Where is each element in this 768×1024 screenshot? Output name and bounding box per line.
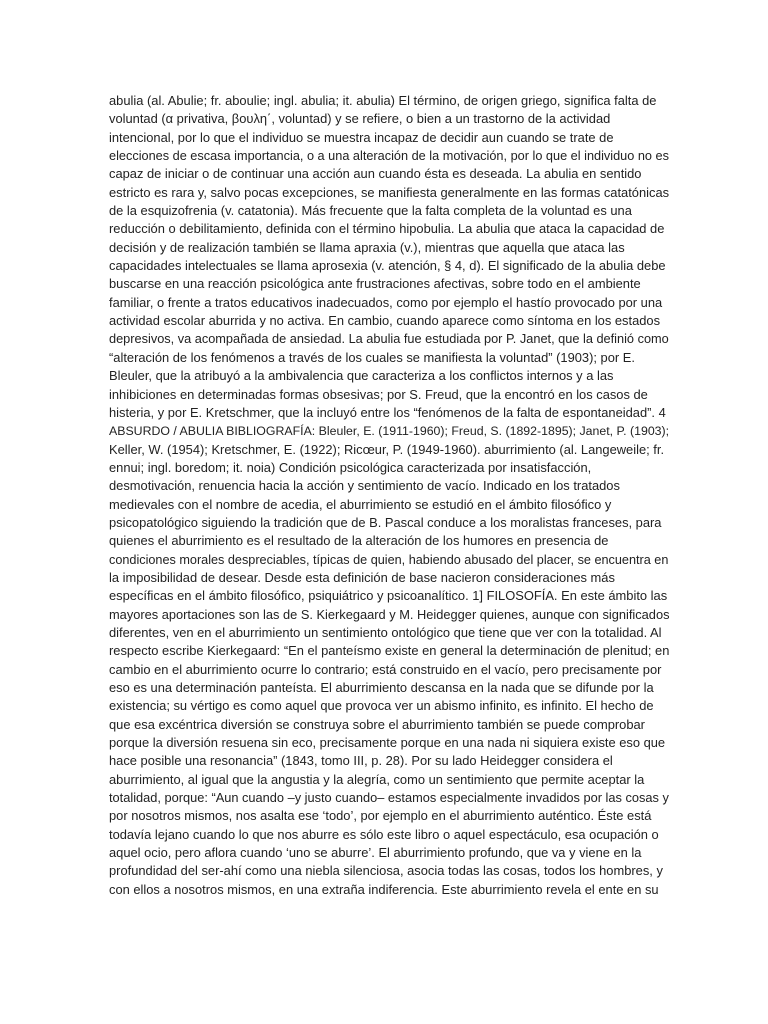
text-line: actividad escolar aburrida y no activa. En cambio, cuando aparece como síntoma en los estados bbox=[109, 313, 661, 329]
text-line: familiar, o frente a tratos educativos inadecuados, como por ejemplo el hastío provocado por una bbox=[109, 294, 663, 310]
text-line: depresivos, va acompañada de ansiedad. La abulia fue estudiada por P. Janet, que la definió como bbox=[109, 331, 669, 347]
text-line: de la esquizofrenia (v. catatonia). Más frecuente que la falta completa de la voluntad es una bbox=[109, 203, 632, 219]
text-line: psicopatológico siguiendo la tradición que de B. Pascal conduce a los moralistas franceses, para bbox=[109, 514, 662, 530]
text-line: ABSURDO / ABULIA BIBLIOGRAFÍA: Bleuler, E. (1911-1960); Freud, S. (1892-1895); Janet, P. (1903); bbox=[109, 424, 669, 439]
text-line: elecciones de escasa importancia, o a una alteración de la motivación, por lo que el individuo no es bbox=[109, 148, 669, 164]
text-line: buscarse en una reacción psicológica ante frustraciones afectivas, sobre todo en el ambiente bbox=[109, 276, 641, 292]
text-line: respecto escribe Kierkegaard: “En el panteísmo existe en general la determinación de plenitud; en bbox=[109, 643, 669, 659]
text-line: Bleuler, que la atribuyó a la ambivalencia que caracteriza a los conflictos internos y a las bbox=[109, 368, 614, 384]
text-line: ennui; ingl. boredom; it. noia) Condición psicológica caracterizada por insatisfacción, bbox=[109, 459, 592, 475]
text-line: que esa excéntrica diversión se construya sobre el aburrimiento también se puede comprobar bbox=[109, 716, 645, 732]
text-line: abulia (al. Abulie; fr. aboulie; ingl. abulia; it. abulia) El término, de origen griego, significa falta de bbox=[109, 93, 657, 108]
text-line: hace posible una resonancia” (1843, tomo III, p. 28). Por su lado Heidegger considera el bbox=[109, 753, 613, 769]
text-line: todavía lejano cuando lo que nos aburre es sólo este libro o aquel espectáculo, esa ocupación o bbox=[109, 826, 659, 842]
text-line: medievales con el nombre de acedia, el aburrimiento se estudió en el ámbito filosófico y bbox=[109, 496, 612, 512]
text-line: existencia; su vértigo es como aquel que provoca ver un abismo infinito, es infinito. El hecho de bbox=[109, 698, 654, 714]
text-line: por nosotros mismos, nos asalta ese ‘todo’, por ejemplo en el aburrimiento auténtico. Éste está bbox=[109, 808, 652, 824]
text-line: quienes el aburrimiento es el resultado de la alteración de los humores en presencia de bbox=[109, 533, 609, 549]
text-line: inhibiciones en determinadas formas obsesivas; por S. Freud, que la encontró en los casos de bbox=[109, 386, 648, 402]
text-line: profundidad del ser-ahí como una niebla silenciosa, asocia todas las cosas, todos los hombres, y bbox=[109, 863, 663, 879]
text-line: histeria, y por E. Kretschmer, que la incluyó entre los “fenómenos de la falta de espontaneidad”. 4 bbox=[109, 404, 666, 420]
body-text bbox=[109, 92, 669, 899]
text-line: condiciones morales despreciables, típicas de quien, habiendo abusado del placer, se encuentra en bbox=[109, 552, 669, 567]
text-line: la imposibilidad de desear. Desde esta definición de base nacieron consideraciones más bbox=[109, 569, 615, 585]
text-line: “alteración de los fenómenos a través de los cuales se manifiesta la voluntad” (1903); por E. bbox=[109, 349, 635, 365]
text-line: diferentes, ven en el aburrimiento un sentimiento ontológico que tiene que ver con la totalidad. Al bbox=[109, 624, 662, 640]
text-line: mayores aportaciones son las de S. Kierkegaard y M. Heidegger quienes, aunque con significados bbox=[109, 606, 669, 622]
text-line: aquel ocio, pero aflora cuando ‘uno se aburre’. El aburrimiento profundo, que va y viene en la bbox=[109, 845, 642, 861]
text-line: capaz de iniciar o de continuar una acción aun cuando ésta es deseada. La abulia en sentido bbox=[109, 166, 642, 182]
text-line: específicas en el ámbito filosófico, psiquiátrico y psicoanalítico. 1] FILOSOFÍA. En este ámbito las bbox=[109, 588, 668, 604]
text-line: con ellos a nosotros mismos, en una extraña indiferencia. Este aburrimiento revela el ente en su bbox=[109, 881, 659, 897]
text-line: intencional, por lo que el individuo se muestra incapaz de decidir aun cuando se trate de bbox=[109, 129, 614, 145]
text-line: decisión y de realización también se llama apraxia (v.), mientras que aquella que ataca las bbox=[109, 239, 625, 255]
text-line: desmotivación, renuencia hacia la acción y sentimiento de vacío. Indicado en los tratados bbox=[109, 478, 620, 494]
text-line: eso es una determinación panteísta. El aburrimiento descansa en la nada que se difunde por la bbox=[109, 680, 654, 695]
text-line: estricto es rara y, salvo pocas excepciones, se manifiesta generalmente en las formas catatónicas bbox=[109, 184, 669, 200]
text-line: porque la diversión resuena sin eco, precisamente porque en una nada ni siquiera existe eso que bbox=[109, 735, 666, 751]
text-line: capacidades intelectuales se llama aprosexia (v. atención, § 4, d). El significado de la abulia debe bbox=[109, 258, 666, 274]
text-line: reducción o debilitamiento, definida con el término hipobulia. La abulia que ataca la capacidad de bbox=[109, 221, 665, 237]
text-line: voluntad (α privativa, βουλη΄, voluntad) y se refiere, o bien a un trastorno de la actividad bbox=[109, 111, 611, 127]
text-line: totalidad, porque: “Aun cuando –y justo cuando– estamos especialmente invadidos por las cosas y bbox=[109, 790, 669, 806]
text-line: cambio en el aburrimiento ocurre lo contrario; está construido en el vacío, pero precisamente por bbox=[109, 661, 662, 677]
text-line: aburrimiento, al igual que la angustia y la alegría, como un sentimiento que permite aceptar la bbox=[109, 771, 645, 787]
text-line: Keller, W. (1954); Kretschmer, E. (1922); Ricœur, P. (1949-1960). aburrimiento (al. Langeweile; fr. bbox=[109, 441, 665, 457]
